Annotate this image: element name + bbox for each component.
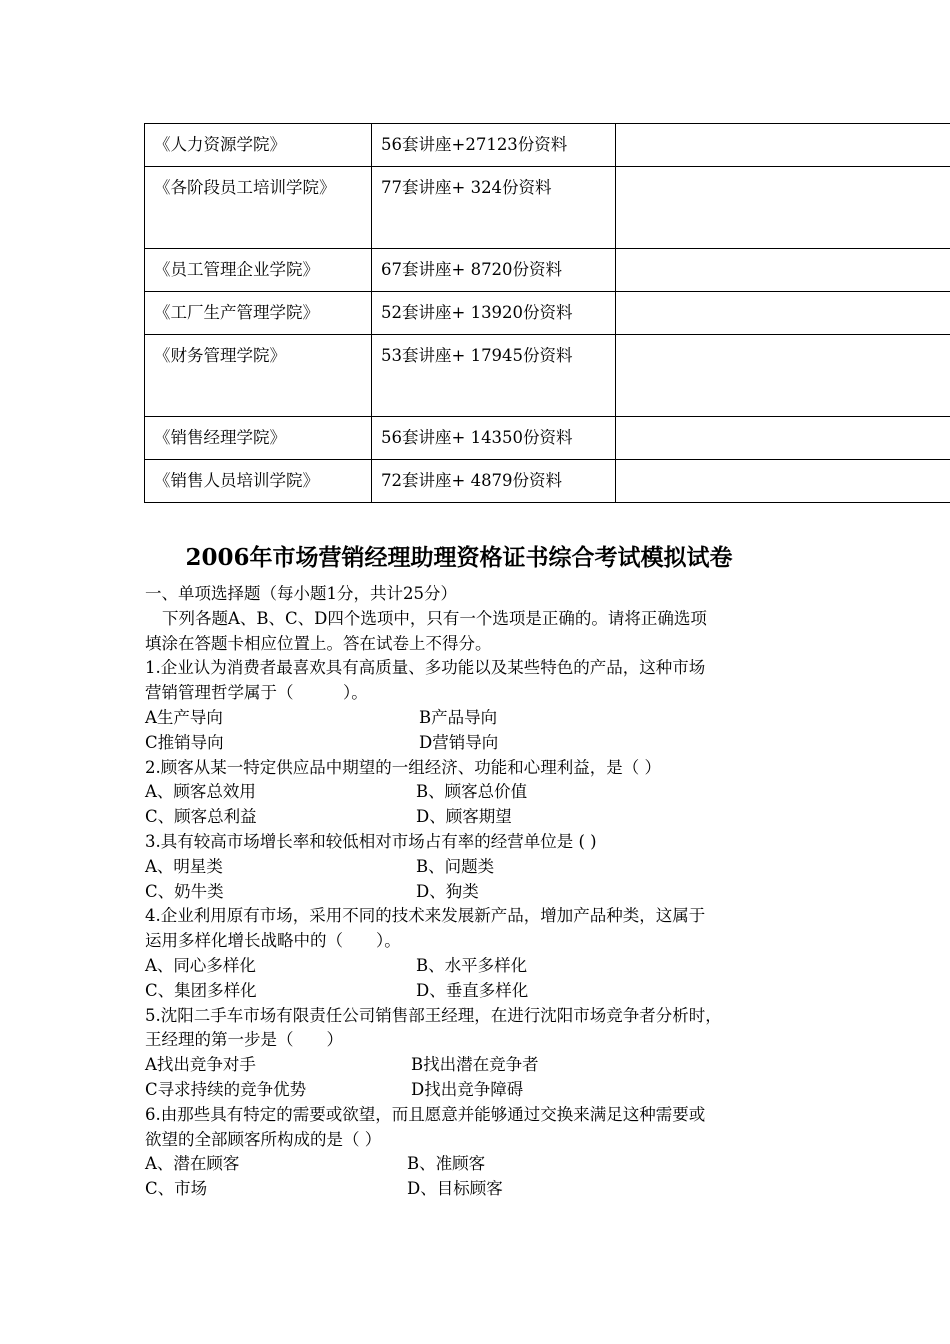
table-row	[145, 417, 950, 460]
option: C寻求持续的竞争优势	[145, 1079, 307, 1099]
question-stem: 王经理的第一步是（ ）	[145, 1030, 343, 1050]
course-extra	[616, 460, 950, 503]
option: A生产导向	[145, 707, 223, 727]
question-stem: 2.顾客从某一特定供应品中期望的一组经济、功能和心理利益，是（ ）	[145, 757, 661, 777]
instruction-line: 填涂在答题卡相应位置上。答在试卷上不得分。	[145, 633, 492, 653]
option-row	[145, 706, 845, 731]
option: D营销导向	[419, 732, 499, 752]
option: B、顾客总价值	[416, 782, 528, 802]
option: C、集团多样化	[145, 980, 257, 1000]
option: D、狗类	[416, 881, 479, 901]
option-row	[145, 880, 845, 905]
course-name: 《人力资源学院》	[145, 124, 372, 167]
course-desc: 67套讲座+ 8720份资料	[372, 249, 616, 292]
option: B产品导向	[419, 707, 498, 727]
instruction-line: 下列各题A、B、C、D四个选项中，只有一个选项是正确的。请将正确选项	[162, 608, 707, 628]
table-row	[145, 335, 950, 417]
course-desc: 52套讲座+ 13920份资料	[372, 292, 616, 335]
option-row	[145, 1078, 845, 1103]
option-row	[145, 855, 845, 880]
course-name: 《销售经理学院》	[145, 417, 372, 460]
course-extra	[616, 292, 950, 335]
table-row	[145, 249, 950, 292]
option: D、顾客期望	[416, 807, 512, 827]
course-desc: 77套讲座+ 324份资料	[372, 167, 616, 249]
option: C、市场	[145, 1179, 208, 1199]
course-name: 《销售人员培训学院》	[145, 460, 372, 503]
table-row	[145, 292, 950, 335]
course-extra	[616, 249, 950, 292]
table-row	[145, 124, 950, 167]
option: B、问题类	[416, 856, 495, 876]
option: B、准顾客	[407, 1154, 486, 1174]
question-stem: 4.企业利用原有市场，采用不同的技术来发展新产品，增加产品种类，这属于	[145, 906, 706, 926]
option: A找出竞争对手	[145, 1055, 256, 1075]
option: A、明星类	[145, 856, 223, 876]
question-stem: 运用多样化增长战略中的（ ）。	[145, 931, 401, 951]
exam-title: 2006年市场营销经理助理资格证书综合考试模拟试卷	[185, 544, 733, 571]
option: D找出竞争障碍	[411, 1079, 524, 1099]
question-stem: 营销管理哲学属于（ ）。	[145, 683, 368, 703]
course-desc: 53套讲座+ 17945份资料	[372, 335, 616, 417]
option: C、顾客总利益	[145, 807, 257, 827]
option: C、奶牛类	[145, 881, 224, 901]
course-name: 《各阶段员工培训学院》	[145, 167, 372, 249]
course-table	[144, 123, 950, 503]
table-row	[145, 460, 950, 503]
option: A、潜在顾客	[145, 1154, 240, 1174]
option: A、顾客总效用	[145, 782, 256, 802]
option-row	[145, 1152, 845, 1177]
table-row	[145, 167, 950, 249]
option: C推销导向	[145, 732, 224, 752]
section-heading: 一、单项选择题（每小题1分，共计25分）	[145, 584, 457, 603]
question-stem: 3.具有较高市场增长率和较低相对市场占有率的经营单位是 ( )	[145, 831, 597, 851]
option: D、垂直多样化	[416, 980, 529, 1000]
option-row	[145, 805, 845, 830]
course-name: 《工厂生产管理学院》	[145, 292, 372, 335]
course-extra	[616, 335, 950, 417]
option-row	[145, 979, 845, 1004]
option: D、目标顾客	[407, 1179, 503, 1199]
option-row	[145, 954, 845, 979]
course-desc: 72套讲座+ 4879份资料	[372, 460, 616, 503]
option-row	[145, 731, 845, 756]
option: B、水平多样化	[416, 955, 528, 975]
course-desc: 56套讲座+ 14350份资料	[372, 417, 616, 460]
course-extra	[616, 167, 950, 249]
course-extra	[616, 124, 950, 167]
course-name: 《财务管理学院》	[145, 335, 372, 417]
question-stem: 6.由那些具有特定的需要或欲望，而且愿意并能够通过交换来满足这种需要或	[145, 1104, 706, 1124]
option-row	[145, 1177, 845, 1202]
question-stem: 1.企业认为消费者最喜欢具有高质量、多功能以及某些特色的产品，这种市场	[145, 658, 706, 678]
course-name: 《员工管理企业学院》	[145, 249, 372, 292]
option-row	[145, 780, 845, 805]
question-stem: 欲望的全部顾客所构成的是（ ）	[145, 1129, 382, 1149]
exam-body	[145, 582, 845, 1202]
course-desc: 56套讲座+27123份资料	[372, 124, 616, 167]
question-stem: 5.沈阳二手车市场有限责任公司销售部王经理，在进行沈阳市场竞争者分析时，	[145, 1005, 722, 1025]
option-row	[145, 1053, 845, 1078]
option: A、同心多样化	[145, 955, 256, 975]
course-extra	[616, 417, 950, 460]
option: B找出潜在竞争者	[411, 1055, 539, 1075]
